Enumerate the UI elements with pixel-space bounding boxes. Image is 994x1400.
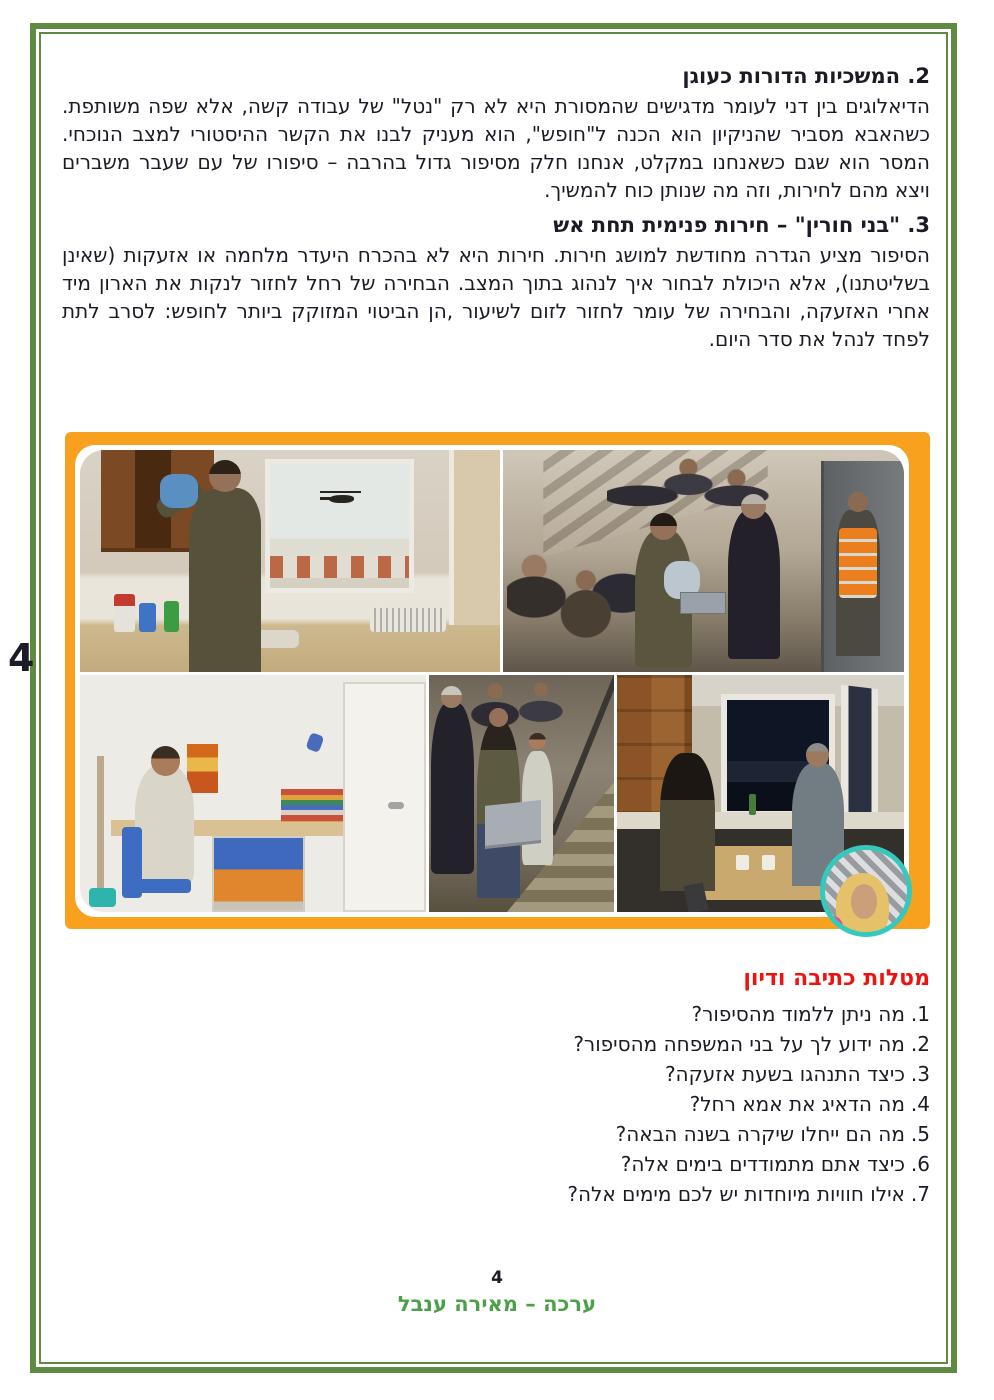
chair-seat bbox=[122, 879, 191, 893]
open-window-pane bbox=[841, 685, 878, 825]
question-number: 6. bbox=[910, 1152, 930, 1176]
photo-stairwell-shelter bbox=[503, 450, 904, 672]
mother-at-table bbox=[660, 753, 714, 890]
desk-drawers bbox=[212, 836, 305, 912]
question-text: כיצד אתם מתמודדים בימים אלה? bbox=[620, 1152, 905, 1176]
door-handle bbox=[388, 802, 405, 810]
question-number: 5. bbox=[910, 1122, 930, 1146]
boy-in-pajamas bbox=[135, 765, 194, 884]
question-item-1 bbox=[62, 999, 930, 1029]
laptop bbox=[680, 592, 726, 614]
hall-wall bbox=[449, 450, 500, 625]
main-text-column bbox=[62, 62, 930, 360]
mother-figure bbox=[189, 488, 260, 672]
question-item-2 bbox=[62, 1029, 930, 1059]
laptop bbox=[485, 800, 541, 849]
dish-rack bbox=[370, 608, 446, 632]
section-2-heading: 2. המשכיות הדורות כעוגן bbox=[682, 64, 930, 88]
grandmother-figure bbox=[728, 510, 780, 659]
question-number: 2. bbox=[910, 1032, 930, 1056]
cereal-box bbox=[187, 744, 218, 794]
author-photo-circle bbox=[820, 845, 912, 937]
blue-cloth bbox=[160, 474, 198, 507]
question-item-4 bbox=[62, 1089, 930, 1119]
dish-soap-bottle bbox=[164, 601, 179, 632]
section-2-body: הדיאלוגים בין דני לעומר מדגישים שהמסורת היא לא רק "נטל" של עבודה קשה, אלא שפה משותפת. כשהאבא מסביר שהניקיון הוא הכנה ל"חופש", הוא מעניק לבנו את הקשר ההיסטורי למצב הנוכחי. המסר הוא שגם כשאנחנו במקלט, אנחנו חלק מסיפור גדול בהרבה – סיפורו של עם שעבר משברים ויצא מהם לחירות, וזה מה שנותן כוח להמשיך. bbox=[62, 94, 930, 202]
question-text: מה ניתן ללמוד מהסיפור? bbox=[691, 1002, 905, 1026]
blue-bottle bbox=[139, 603, 156, 632]
photo-kitchen-helicopter bbox=[80, 450, 500, 672]
question-item-3 bbox=[62, 1059, 930, 1089]
helicopter-icon bbox=[320, 491, 362, 505]
question-text: אילו חוויות מיוחדות יש לכם מימים אלה? bbox=[567, 1182, 905, 1206]
footer-credit: ערכה – מאירה ענבל bbox=[397, 1292, 597, 1316]
section-3-heading: 3. "בני חורין" – חירות פנימית תחת אש bbox=[553, 213, 930, 237]
seated-neighbors bbox=[507, 539, 643, 668]
question-text: מה הם ייחלו שיקרה בשנה הבאה? bbox=[615, 1122, 905, 1146]
photo-boy-remote-learning bbox=[80, 675, 426, 912]
people-sitting-above bbox=[466, 675, 570, 741]
question-text: כיצד התנהגו בשעת אזעקה? bbox=[664, 1062, 905, 1086]
broom-head bbox=[89, 888, 117, 907]
question-item-7 bbox=[62, 1179, 930, 1209]
kitchen-window bbox=[265, 459, 414, 593]
question-number: 3. bbox=[910, 1062, 930, 1086]
photo-family-stairs-laptop bbox=[429, 675, 614, 912]
red-roof-houses bbox=[270, 556, 409, 578]
side-page-number: 4 bbox=[8, 636, 35, 680]
tasks-heading: מטלות כתיבה ודיון bbox=[743, 966, 930, 991]
collage-bottom-row bbox=[80, 675, 904, 912]
question-text: מה הדאיג את אמא רחל? bbox=[689, 1092, 905, 1116]
question-number: 1. bbox=[910, 1002, 930, 1026]
question-number: 7. bbox=[910, 1182, 930, 1206]
spray-bottle bbox=[114, 594, 135, 632]
question-item-5 bbox=[62, 1119, 930, 1149]
question-item-6 bbox=[62, 1149, 930, 1179]
photo-collage bbox=[65, 432, 930, 929]
book-stack bbox=[281, 789, 343, 822]
photo-collage-inner bbox=[75, 445, 909, 917]
collage-top-row bbox=[80, 450, 904, 672]
question-number: 4. bbox=[910, 1092, 930, 1116]
bottle bbox=[749, 794, 756, 815]
section-3-body: הסיפור מציע הגדרה מחודשת למושג חירות. חירות היא לא בהכרח היעדר מלחמה או אזעקות (שאינן בשליטתנו), אלא היכולת לבחור איך לנהוג בתוך המצב. הבחירה של רחל לחזור לנקות את הארון מיד אחרי האזעקה, והבחירה של עומר לחזור לזום לשיעור ,הן הביטוי המזוקק ביותר לחופש: לסרב לתת לפחד לנהל את סדר היום. bbox=[62, 243, 930, 351]
wall-sticker bbox=[306, 732, 325, 752]
footer-page-number: 4 bbox=[491, 1268, 503, 1288]
room-door bbox=[343, 682, 426, 912]
broom-handle bbox=[97, 756, 104, 898]
question-text: מה ידוע לך על בני המשפחה מהסיפור? bbox=[573, 1032, 905, 1056]
safety-vest-man bbox=[836, 510, 880, 657]
tasks-section bbox=[62, 964, 930, 1209]
grandmother-figure bbox=[431, 703, 474, 874]
